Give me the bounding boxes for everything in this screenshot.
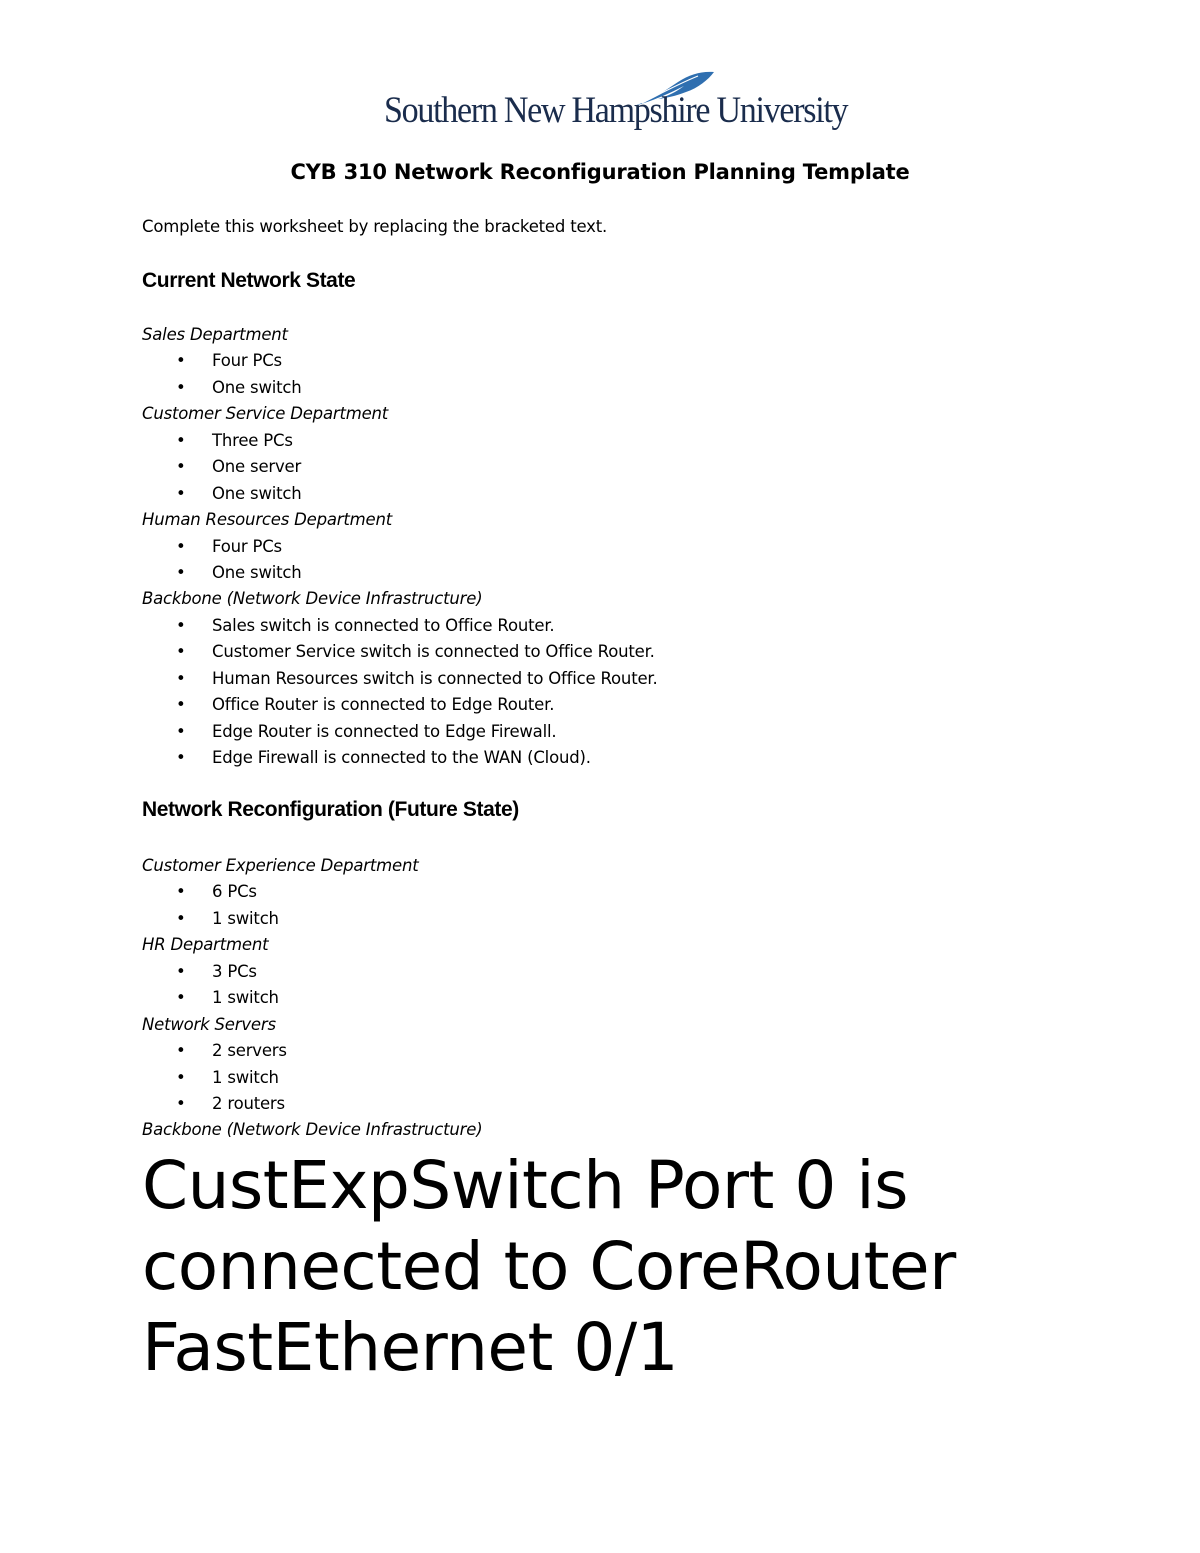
list-item-text: Human Resources switch is connected to Office Router.	[212, 668, 658, 688]
list-item	[142, 879, 482, 905]
list-item	[142, 1091, 482, 1117]
list-item-text: Office Router is connected to Edge Router.	[212, 695, 555, 715]
bullet-icon: •	[176, 668, 186, 688]
department-label: Human Resources Department	[142, 510, 393, 530]
list-item-text: 2 servers	[212, 1041, 287, 1061]
bullet-icon: •	[176, 748, 186, 767]
list-item-text: Sales switch is connected to Office Router.	[212, 615, 555, 635]
list-item	[142, 745, 658, 771]
list-item-text: One switch	[212, 377, 302, 397]
department-label: HR Department	[142, 935, 269, 955]
list-item-text: Four PCs	[212, 536, 282, 556]
list-item-text: Four PCs	[212, 351, 282, 371]
backbone-connection-text: CustExpSwitch Port 0 is connected to CoreRouter FastEthernet 0/1	[142, 1147, 956, 1386]
list-item-text: 6 PCs	[212, 882, 257, 902]
bullet-icon: •	[176, 961, 186, 981]
list-item	[142, 959, 482, 985]
list-item-text: One switch	[212, 483, 302, 503]
bullet-icon: •	[176, 1067, 186, 1087]
bullet-icon: •	[176, 695, 186, 715]
bullet-icon: •	[176, 536, 186, 556]
current-network-list	[142, 322, 658, 771]
list-item-text: Edge Firewall is connected to the WAN (Cloud).	[212, 748, 591, 767]
list-item	[142, 639, 658, 665]
bullet-icon: •	[176, 457, 186, 477]
bullet-icon: •	[176, 908, 186, 928]
logo-wordmark: Southern New Hampshire University	[384, 90, 848, 131]
department-label: Sales Department	[142, 325, 288, 344]
list-item-text: 1 switch	[212, 908, 279, 928]
bullet-icon: •	[176, 483, 186, 503]
list-item	[142, 560, 658, 586]
section-heading-future: Network Reconfiguration (Future State)	[142, 798, 519, 821]
list-item-text: Customer Service switch is connected to Office Router.	[212, 642, 655, 662]
list-item	[142, 692, 658, 718]
bullet-icon: •	[176, 1093, 186, 1113]
department-label: Customer Experience Department	[142, 856, 419, 875]
department-label: Backbone (Network Device Infrastructure)	[142, 1120, 483, 1140]
list-item-text: One server	[212, 457, 302, 477]
bullet-icon: •	[176, 615, 186, 635]
department-label: Backbone (Network Device Infrastructure)	[142, 589, 483, 609]
list-item-text: 1 switch	[212, 988, 279, 1008]
list-item	[142, 428, 658, 454]
department-label: Customer Service Department	[142, 404, 389, 424]
bullet-icon: •	[176, 351, 186, 371]
list-item-text: Three PCs	[212, 430, 293, 450]
bullet-icon: •	[176, 988, 186, 1008]
list-item-text: 2 routers	[212, 1093, 285, 1113]
list-item	[142, 666, 658, 692]
list-item	[142, 613, 658, 639]
bullet-icon: •	[176, 882, 186, 902]
bullet-icon: •	[176, 430, 186, 450]
bullet-icon: •	[176, 562, 186, 582]
list-item	[142, 1038, 482, 1064]
bullet-icon: •	[176, 1041, 186, 1061]
list-item	[142, 1065, 482, 1091]
university-logo	[384, 70, 848, 136]
list-item	[142, 348, 658, 374]
bullet-icon: •	[176, 721, 186, 741]
list-item-text: 3 PCs	[212, 961, 257, 981]
department-label: Network Servers	[142, 1014, 276, 1034]
list-item	[142, 534, 658, 560]
list-item	[142, 985, 482, 1011]
bullet-icon: •	[176, 377, 186, 397]
list-item	[142, 375, 658, 401]
list-item	[142, 719, 658, 745]
list-item-text: One switch	[212, 562, 302, 582]
bullet-icon: •	[176, 642, 186, 662]
list-item	[142, 481, 658, 507]
page-title: CYB 310 Network Reconfiguration Planning Template	[290, 160, 910, 184]
list-item-text: 1 switch	[212, 1067, 279, 1087]
list-item	[142, 906, 482, 932]
list-item	[142, 454, 658, 480]
list-item-text: Edge Router is connected to Edge Firewall.	[212, 721, 557, 741]
intro-text: Complete this worksheet by replacing the bracketed text.	[142, 217, 608, 236]
future-network-list	[142, 853, 482, 1144]
section-heading-current: Current Network State	[142, 269, 356, 292]
